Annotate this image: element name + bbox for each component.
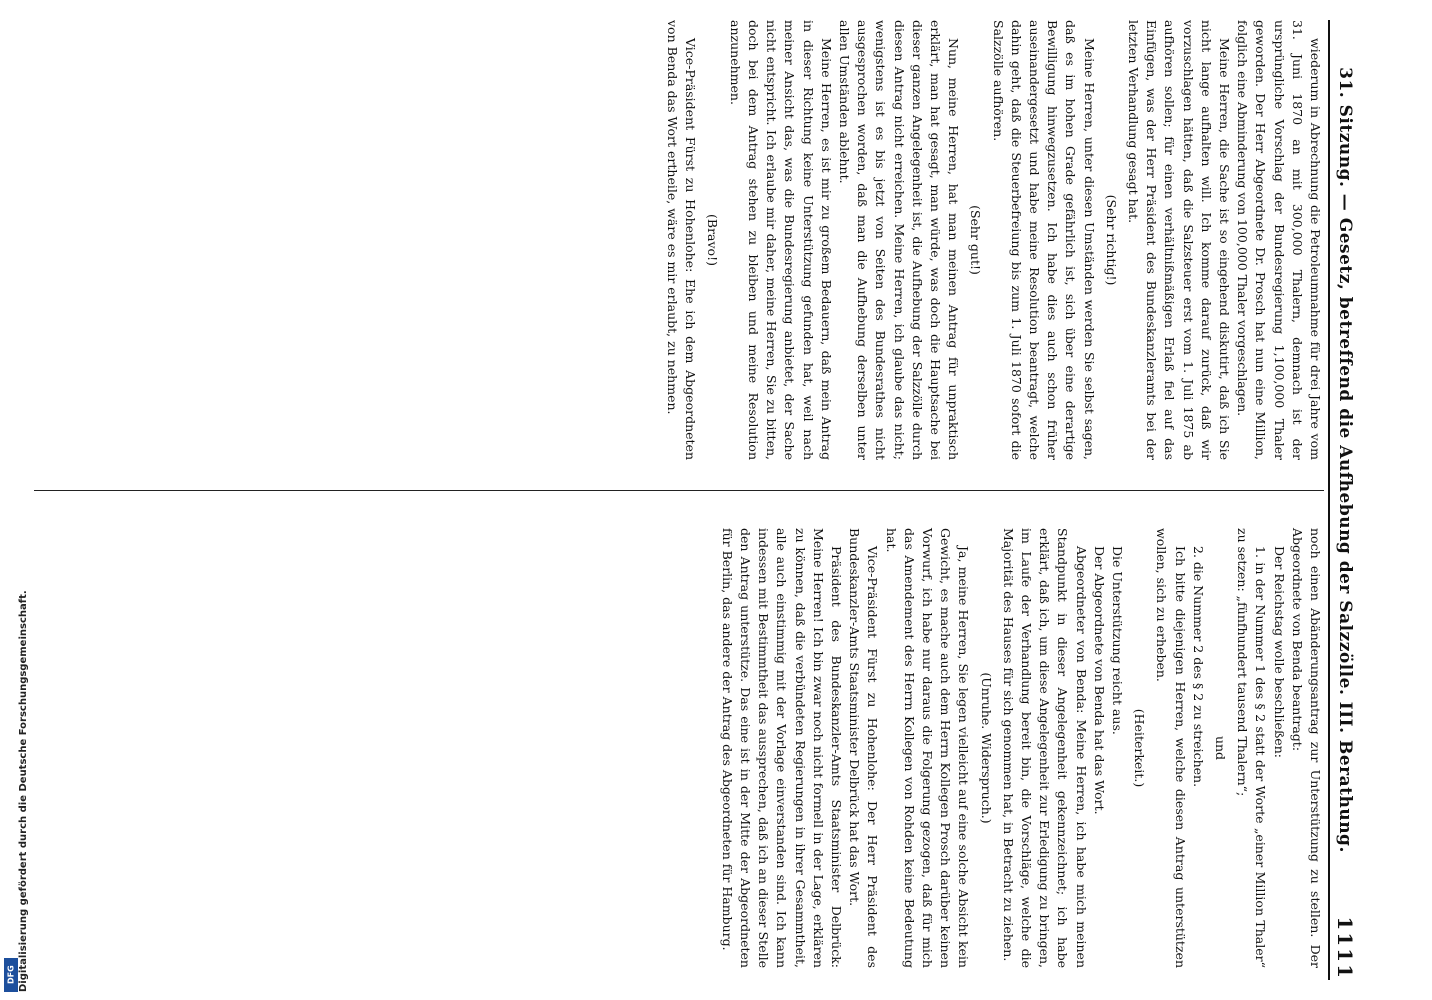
paragraph: Die Unterstützung reicht aus. xyxy=(1109,546,1125,735)
paragraph-closing: Vice-Präsident Fürst zu Hohenlohe: Ehe ich dem Abgeordneten von Benda das Wort ertheile, wäre es mir erlaubt, zu nehmen. xyxy=(665,20,699,460)
paragraph: Der Abgeordnete von Benda hat das Wort. xyxy=(1091,546,1107,815)
dfg-logo: DFG xyxy=(4,958,18,992)
paragraph: Vice-Präsident Fürst zu Hohenlohe: Der Herr Präsident des Bundeskanzler-Amts Staatsminister Delbrück hat das Wort. xyxy=(847,528,881,968)
left-column xyxy=(663,20,1324,460)
text-columns xyxy=(24,20,1324,980)
footer-note: Digitalisierung gefördert durch die Deutsche Forschungsgemeinschaft. xyxy=(18,590,29,992)
paragraph: noch einen Abänderungsantrag zur Unterstützung zu stellen. Der Abgeordnete von Benda beantragt: xyxy=(1289,528,1323,968)
reaction: (Heiterkeit.) xyxy=(1132,708,1148,788)
rotated-page-content xyxy=(60,20,1360,980)
paragraph: Der Reichstag wolle beschließen: xyxy=(1271,546,1287,758)
paragraph: Präsident des Bundeskanzler-Amts Staatsminister Delbrück: Meine Herren! Ich bin zwar noch nicht formell in der Lage, erklären zu können, daß die verbündeten Regierungen in ihrer Gesammtheit, alle auch einstimmig mit der Vorlage einverstanden sind. Ich kann indessen mit Bestimmtheit das aussprechen, daß ich an dieser Stelle den Antrag unterstütze. Das eine ist in der Mitte der Abgeordneten für Berlin, das andere der Antrag des Abgeordneten für Hamburg. xyxy=(719,528,844,968)
column-divider xyxy=(34,490,1324,491)
paragraph: wiederum in Abrechnung die Petroleumnahme für drei Jahre vom 31. Juni 1870 an mit 300,000 Thalern, demnach ist der ursprüngliche Vorschlag der Bundesregierung 1,100,000 Thaler geworden. Der Herr Abgeordnete Dr. Prosch hat nun eine Million, folglich eine Abminderung von 100,000 Thaler vorgeschlagen. xyxy=(1235,20,1323,460)
page-header xyxy=(1328,20,1360,980)
paragraph: 1. in der Nummer 1 des § 2 statt der Worte „einer Million Thaler“ zu setzen: „fünfhundert tausend Thalern“; xyxy=(1235,528,1269,968)
reaction: (Sehr gut!) xyxy=(968,205,984,275)
paragraph: 2. die Nummer 2 des § 2 zu streichen. xyxy=(1190,546,1206,788)
digitization-footer xyxy=(0,0,29,1000)
right-column xyxy=(718,528,1325,968)
reaction: (Unruhe. Widerspruch.) xyxy=(978,672,994,824)
page-number: 1111 xyxy=(1333,916,1357,980)
paragraph: Meine Herren, unter diesen Umständen werden Sie selbst sagen, daß es im hohen Grade gefährlich ist, sich über eine derartige Bewilligung hinwegzusetzen. Ich habe dies auch schon früher auseinandergesetzt und habe meine Resolution beantragt, welche dahin geht, daß die Steuerbefreiung bis zum 1. Juli 1870 sofort die Salzzölle aufhören. xyxy=(990,20,1097,460)
running-title: 31. Sitzung. — Gesetz, betreffend die Aufhebung der Salzzölle. III. Berathung. xyxy=(1335,67,1355,853)
paragraph: und xyxy=(1212,735,1228,761)
paragraph: Ja, meine Herren, Sie legen vielleicht auf eine solche Absicht kein Gewicht, es mache auch dem Herrn Kollegen Prosch darüber keinen Vorwurf, ich habe nur daraus die Folgerung gezogen, daß für mich das Amendement des Herrn Kollegen von Rohden keine Bedeutung hat. xyxy=(883,528,972,968)
paragraph: Abgeordneter von Benda: Meine Herren, ich habe mich meinen Standpunkt in dieser Angelegenheit gekennzeichnet; ich habe erklärt, daß ich, um diese Angelegenheit zur Erledigung zu bringen, im Laufe der Verhandlung bereit bin, die Vorschläge, welche die Majorität des Hauses für sich genommen hat, in Betracht zu ziehen. xyxy=(1000,528,1089,968)
paragraph: Nun, meine Herren, hat man meinen Antrag für unpraktisch erklärt, man hat gesagt, man würde, was doch die Hauptsache bei dieser ganzen Angelegenheit ist, die Aufhebung der Salzzölle durch diesen Antrag nicht erreichen. Meine Herren, ich glaube das nicht; wenigstens ist es bis jetzt von Seiten des Bundesrathes nicht ausgesprochen worden, daß man die Aufhebung derselben unter allen Umständen ablehnt. xyxy=(836,20,962,460)
reaction: (Bravo!) xyxy=(705,214,721,266)
paragraph: Meine Herren, es ist mir zu großem Bedauern, daß mein Antrag in dieser Richtung keine Unterstützung gefunden hat, weil nach meiner Ansicht das, was die Bundesregierung anbietet, der Sache nicht entspricht. Ich erlaube mir daher, meine Herren, Sie zu bitten, doch bei dem Antrag stehen zu bleiben und meine Resolution anzunehmen. xyxy=(727,20,834,460)
paragraph: Meine Herren, die Sache ist so eingehend diskutirt, daß ich Sie nicht lange aufhalten will. Ich komme darauf zurück, daß wir vorzuschlagen hätten, daß die Salzsteuer erst vom 1. Juli 1875 ab aufhören sollen; für einen verhältnißmäßigen Erlaß fiel auf das Einfügen, was der Herr Präsident des Bundeskanzleramts bei der letzten Verhandlung gesagt hat. xyxy=(1125,20,1232,460)
reaction: (Sehr richtig!) xyxy=(1103,194,1119,286)
paragraph: Ich bitte diejenigen Herren, welche diesen Antrag unterstützen wollen, sich zu erheben. xyxy=(1154,528,1188,968)
